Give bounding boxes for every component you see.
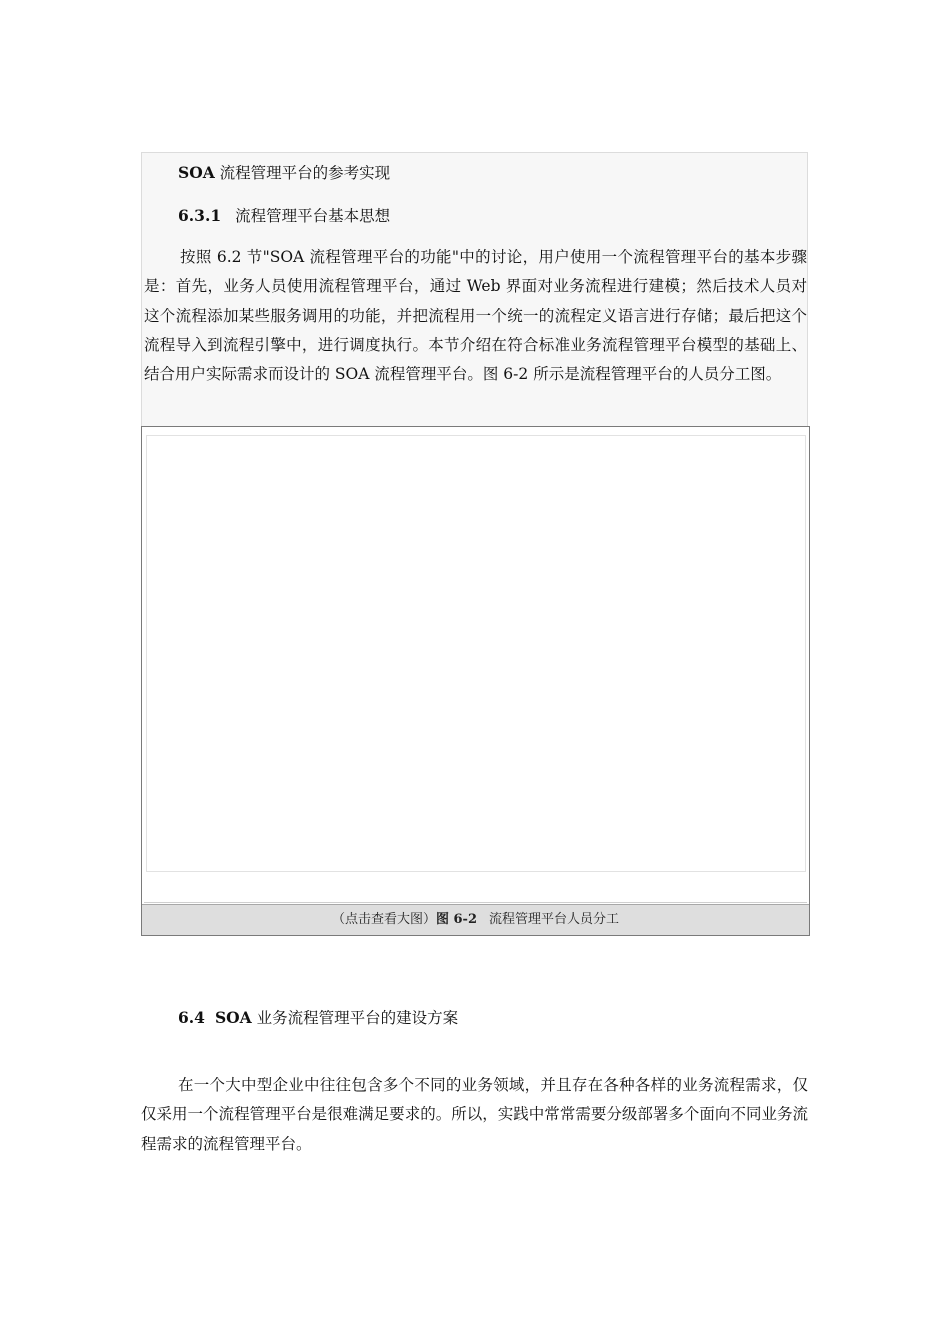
section-6-4-number: 6.4 — [178, 1008, 205, 1027]
section-6-4-title-bold: SOA — [214, 1008, 252, 1027]
section-6-4-paragraph: 在一个大中型企业中往往包含多个不同的业务领域，并且存在各种各样的业务流程需求，仅仅采用一个流程管理平台是很难满足要求的。所以，实践中常常需要分级部署多个面向不同业务流程需求的流程管理平台。 — [141, 1076, 808, 1153]
view-large-image-link[interactable]: （点击查看大图） — [331, 912, 436, 927]
section-6-4-title-rest: 业务流程管理平台的建设方案 — [251, 1009, 459, 1027]
figure-6-2 — [141, 426, 810, 936]
section-title-rest: 流程管理平台的参考实现 — [214, 164, 391, 182]
figure-caption-text: 流程管理平台人员分工 — [489, 912, 620, 927]
subsection-number: 6.3.1 — [178, 206, 222, 225]
section-6-4-heading — [178, 1008, 458, 1028]
figure-caption — [142, 904, 809, 935]
section-title-prefix: SOA — [178, 163, 215, 182]
figure-image-placeholder[interactable] — [146, 435, 806, 872]
section-title — [178, 163, 390, 183]
intro-block — [141, 152, 808, 426]
subsection-heading — [178, 206, 390, 226]
subsection-title: 流程管理平台基本思想 — [235, 207, 391, 225]
figure-image-area — [144, 429, 807, 903]
intro-paragraph: 按照 6.2 节"SOA 流程管理平台的功能"中的讨论，用户使用一个流程管理平台的基本步骤是：首先，业务人员使用流程管理平台，通过 Web 界面对业务流程进行建模；然后技术人员对这个流程添加某些服务调用的功能，并把流程用一个统一的流程定义语言进行存储；最后把这个流程导入到流程引擎中，进行调度执行。本节介绍在符合标准业务流程管理平台模型的基础上、结合用户实际需求而设计的 SOA 流程管理平台。图 6-2 所示是流程管理平台的人员分工图。 — [144, 248, 807, 384]
figure-caption-label: 图 6-2 — [435, 912, 477, 927]
